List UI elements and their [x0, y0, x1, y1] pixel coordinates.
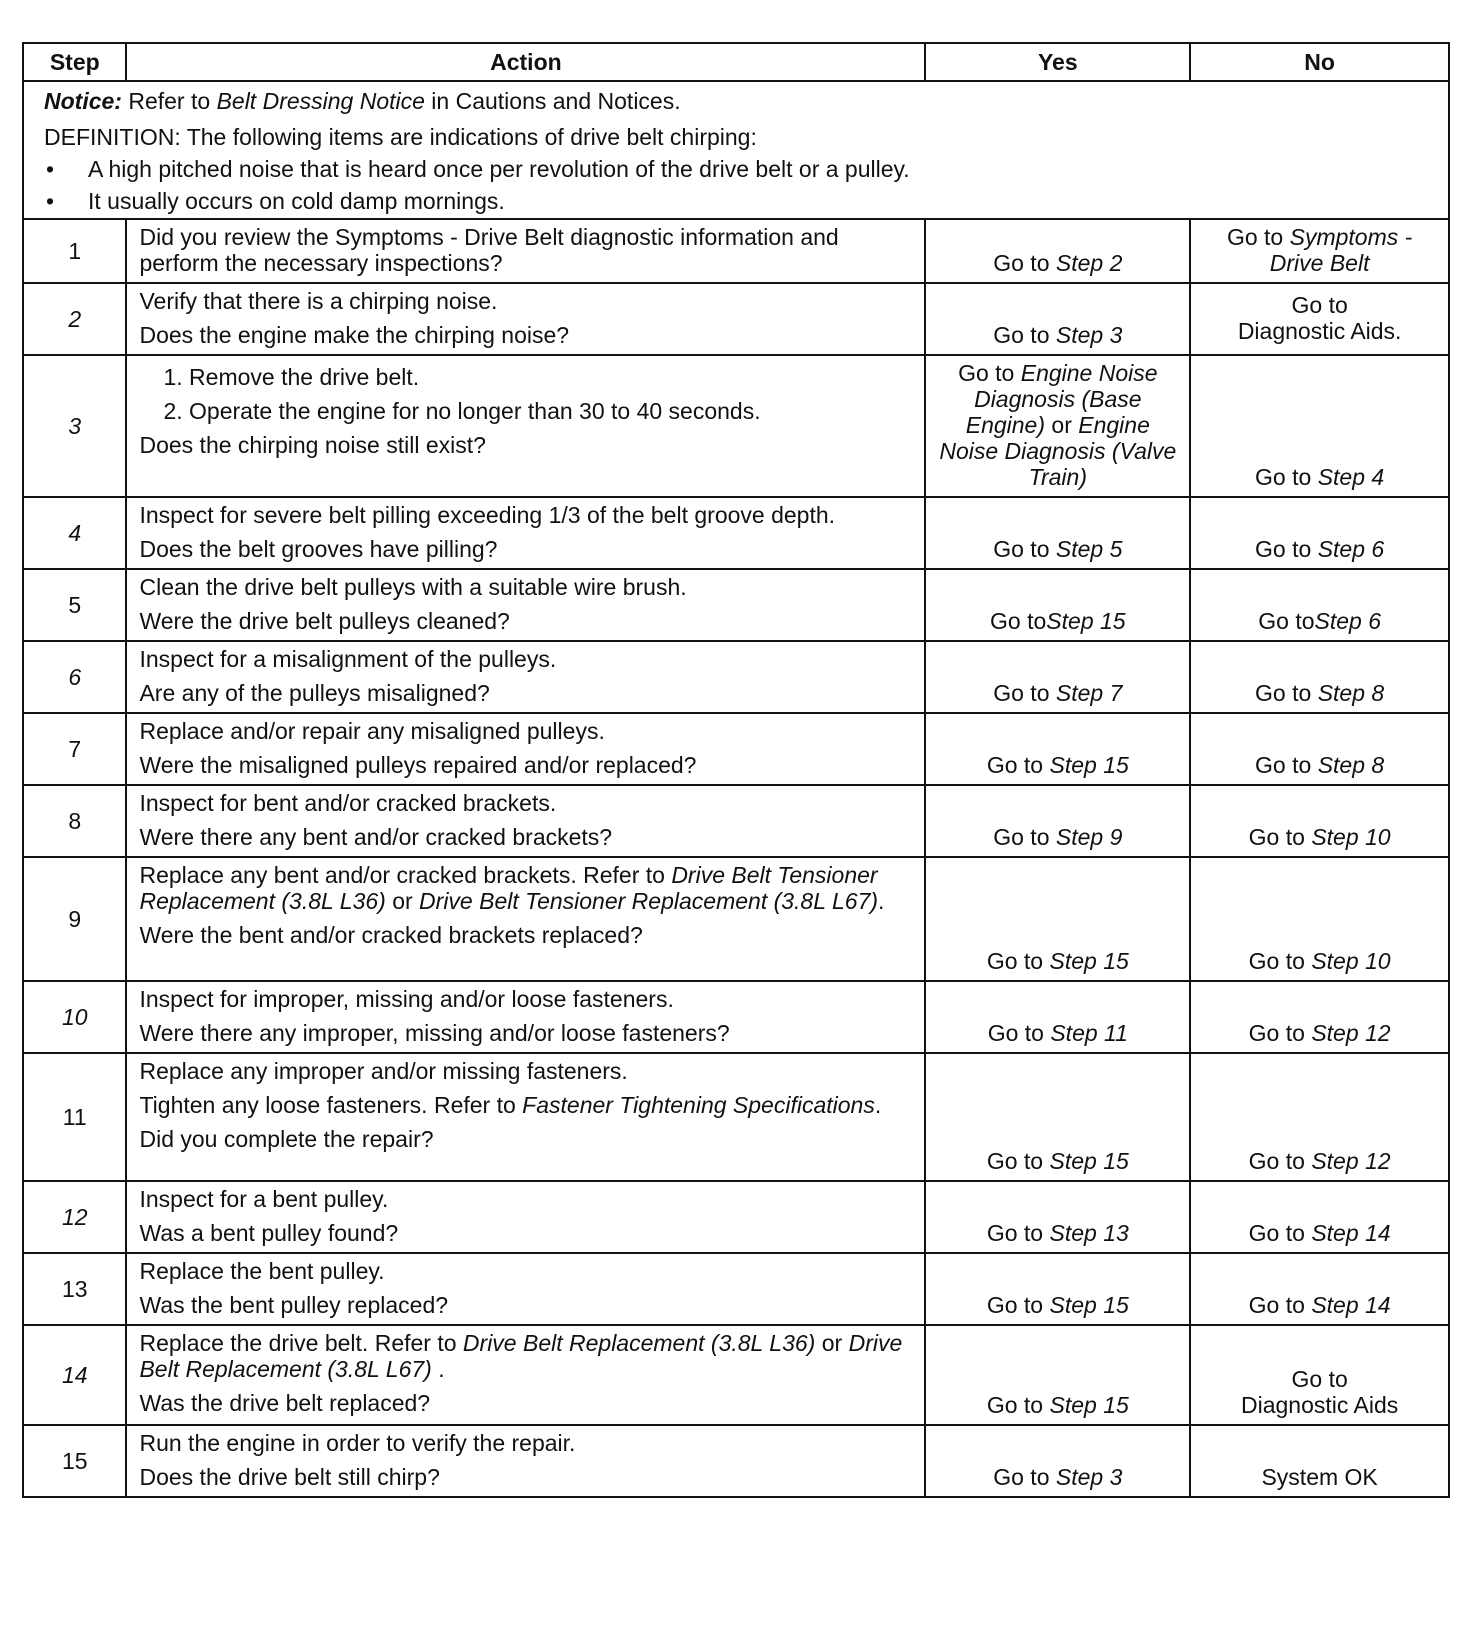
no-cell: [1190, 1253, 1449, 1325]
action-instruction: [139, 1092, 916, 1118]
table-header-row: [23, 43, 1449, 81]
no-reference: Step 10: [1311, 948, 1391, 974]
no-line-2: Diagnostic Aids.: [1237, 318, 1402, 344]
no-reference: Step 6: [1314, 608, 1382, 634]
yes-reference: Step 3: [1055, 1464, 1123, 1490]
action-cell: [126, 219, 925, 283]
yes-reference: Step 7: [1055, 680, 1123, 706]
no-cell: [1190, 355, 1449, 497]
action-question: Was the drive belt replaced?: [139, 1390, 431, 1416]
action-reference: Drive Belt Tensioner Replacement (3.8L L36): [139, 862, 878, 914]
no-pre: Go to: [1248, 1292, 1312, 1318]
action-question: Did you complete the repair?: [139, 1126, 434, 1152]
no-pre: Go to: [1248, 824, 1312, 850]
yes-cell: [925, 713, 1190, 785]
step-number: 4: [23, 497, 126, 569]
yes-cell: [925, 1425, 1190, 1497]
action-conjunction: or: [815, 1330, 849, 1356]
step-number: 13: [23, 1253, 126, 1325]
no-reference: Step 4: [1317, 464, 1385, 490]
step-number: 9: [23, 857, 126, 981]
definition-bullet-2: [44, 188, 1438, 214]
no-reference: Symptoms - Drive Belt: [1269, 224, 1413, 276]
step-number: 11: [23, 1053, 126, 1181]
yes-cell: [925, 1325, 1190, 1425]
step-number: 1: [23, 219, 126, 283]
action-reference: Drive Belt Replacement (3.8L L36): [462, 1330, 816, 1356]
no-pre: Go to: [1258, 608, 1315, 634]
yes-pre: Go to: [986, 752, 1050, 778]
yes-reference: Step 15: [1049, 1292, 1129, 1318]
step-number: 15: [23, 1425, 126, 1497]
yes-pre: Go to: [993, 1464, 1056, 1490]
no-reference: Step 12: [1311, 1148, 1391, 1174]
yes-reference: Step 2: [1055, 250, 1123, 276]
action-cell: [126, 1425, 925, 1497]
yes-cell: [925, 569, 1190, 641]
action-text: Did you review the Symptoms - Drive Belt diagnostic information and perform the necessary inspections?: [139, 224, 839, 276]
step-number: 6: [23, 641, 126, 713]
yes-pre: Go to: [986, 1292, 1050, 1318]
yes-cell: [925, 355, 1190, 497]
yes-reference: Step 15: [1049, 948, 1129, 974]
yes-cell: [925, 641, 1190, 713]
notice-pre: Refer to: [121, 88, 217, 114]
action-question: Does the chirping noise still exist?: [139, 432, 486, 458]
action-question: Were there any improper, missing and/or loose fasteners?: [139, 1020, 730, 1046]
yes-reference: Step 3: [1055, 322, 1123, 348]
step-number: 3: [23, 355, 126, 497]
table-row: [23, 713, 1449, 785]
notice-row: [23, 81, 1449, 219]
yes-pre: Go to: [987, 1020, 1051, 1046]
action-question: Were the misaligned pulleys repaired and/or replaced?: [139, 752, 697, 778]
action-cell: [126, 785, 925, 857]
action-question: Were the drive belt pulleys cleaned?: [139, 608, 510, 634]
yes-cell: [925, 785, 1190, 857]
action-cell: [126, 857, 925, 981]
no-pre: Go to: [1248, 948, 1312, 974]
no-cell: [1190, 785, 1449, 857]
action-cell: [126, 1325, 925, 1425]
action-post: .: [431, 1356, 445, 1382]
action-cell: [126, 1181, 925, 1253]
bullet-text: A high pitched noise that is heard once per revolution of the drive belt or a pulley.: [88, 156, 910, 182]
yes-pre: Go to: [986, 948, 1050, 974]
yes-cell: [925, 981, 1190, 1053]
table-row: [23, 497, 1449, 569]
table-row: [23, 1053, 1449, 1181]
action-conjunction: or: [385, 888, 420, 914]
action-pre: Replace the drive belt. Refer to: [139, 1330, 463, 1356]
step-number: 5: [23, 569, 126, 641]
step-number: 8: [23, 785, 126, 857]
table-row: [23, 219, 1449, 283]
no-pre: Go to: [1248, 1148, 1312, 1174]
no-pre: Go to: [1248, 1020, 1312, 1046]
no-reference: Step 10: [1311, 824, 1391, 850]
yes-pre: Go to: [993, 322, 1056, 348]
header-step: Step: [23, 43, 126, 81]
no-pre: Go to: [1226, 224, 1290, 250]
no-reference: Step 6: [1317, 536, 1385, 562]
list-item: 2. Operate the engine for no longer than 30 to 40 seconds.: [163, 398, 761, 424]
table-row: [23, 569, 1449, 641]
no-pre: Go to: [1255, 680, 1318, 706]
yes-pre: Go to: [986, 1148, 1050, 1174]
yes-cell: [925, 497, 1190, 569]
action-cell: [126, 283, 925, 355]
yes-cell: [925, 1053, 1190, 1181]
no-reference: Step 8: [1317, 680, 1385, 706]
no-cell: [1190, 1325, 1449, 1425]
header-no: No: [1190, 43, 1449, 81]
yes-pre: Go to: [990, 608, 1047, 634]
table-row: [23, 857, 1449, 981]
no-reference: Step 14: [1311, 1220, 1391, 1246]
action-post: .: [878, 888, 885, 914]
table-row: [23, 355, 1449, 497]
notice-post: in Cautions and Notices.: [424, 88, 681, 114]
yes-reference: Step 9: [1055, 824, 1123, 850]
action-instruction: Inspect for bent and/or cracked brackets.: [139, 790, 557, 816]
action-question: Does the drive belt still chirp?: [139, 1464, 440, 1490]
step-number: 7: [23, 713, 126, 785]
header-yes: Yes: [925, 43, 1190, 81]
numbered-list: [139, 364, 916, 424]
no-pre: Go to: [1255, 464, 1318, 490]
yes-cell: [925, 219, 1190, 283]
step-number: 14: [23, 1325, 126, 1425]
yes-reference: Step 15: [1049, 1392, 1129, 1418]
yes-pre: Go to: [993, 536, 1056, 562]
yes-reference: Step 15: [1049, 1148, 1129, 1174]
action-cell: [126, 981, 925, 1053]
action-instruction: Inspect for a bent pulley.: [139, 1186, 389, 1212]
action-instruction: Replace the bent pulley.: [139, 1258, 385, 1284]
action-instruction: [139, 862, 916, 914]
no-line-1: Go to: [1291, 292, 1348, 318]
drive-belt-chirping-diagnostic-table: [22, 42, 1450, 1498]
table-row: [23, 981, 1449, 1053]
yes-cell: [925, 283, 1190, 355]
yes-conjunction: or: [1045, 412, 1079, 438]
action-question: Were there any bent and/or cracked brackets?: [139, 824, 613, 850]
action-instruction: Replace any improper and/or missing fasteners.: [139, 1058, 628, 1084]
no-cell: [1190, 857, 1449, 981]
action-reference: Drive Belt Tensioner Replacement (3.8L L67): [419, 888, 879, 914]
step-number: 2: [23, 283, 126, 355]
yes-reference: Step 11: [1050, 1020, 1128, 1046]
yes-reference: Engine Noise Diagnosis (Valve Train): [939, 412, 1177, 490]
action-instruction: Clean the drive belt pulleys with a suitable wire brush.: [139, 574, 687, 600]
action-cell: [126, 1253, 925, 1325]
no-pre: Go to: [1255, 536, 1318, 562]
action-question: Does the belt grooves have pilling?: [139, 536, 498, 562]
action-post: .: [874, 1092, 882, 1118]
action-cell: [126, 1053, 925, 1181]
no-pre: Go to: [1255, 752, 1318, 778]
no-cell: [1190, 981, 1449, 1053]
no-cell: [1190, 641, 1449, 713]
notice-line: [44, 88, 1438, 114]
step-number: 10: [23, 981, 126, 1053]
action-reference: Drive Belt Replacement (3.8L L67): [139, 1330, 903, 1382]
header-action: Action: [126, 43, 925, 81]
table-row: [23, 1181, 1449, 1253]
action-question: Was a bent pulley found?: [139, 1220, 399, 1246]
action-pre: Replace any bent and/or cracked brackets. Refer to: [139, 862, 672, 888]
action-question: Was the bent pulley replaced?: [139, 1292, 449, 1318]
bullet-text: It usually occurs on cold damp mornings.: [88, 188, 505, 214]
yes-cell: [925, 1181, 1190, 1253]
definition-bullet-1: [44, 156, 1438, 182]
action-instruction: Inspect for severe belt pilling exceeding 1/3 of the belt groove depth.: [139, 502, 836, 528]
action-pre: Tighten any loose fasteners. Refer to: [139, 1092, 523, 1118]
notice-reference: Belt Dressing Notice: [216, 88, 425, 114]
yes-pre: Go to: [993, 250, 1056, 276]
notice-label: Notice:: [44, 88, 122, 114]
table-row: [23, 1325, 1449, 1425]
bullet-glyph: •: [46, 188, 55, 214]
table-row: [23, 1253, 1449, 1325]
table-row: [23, 283, 1449, 355]
action-question: Are any of the pulleys misaligned?: [139, 680, 490, 706]
action-cell: [126, 641, 925, 713]
yes-pre: Go to: [986, 1220, 1050, 1246]
action-instruction: Replace and/or repair any misaligned pulleys.: [139, 718, 605, 744]
yes-pre: Go to: [993, 824, 1056, 850]
action-instruction: [139, 1330, 916, 1382]
table-row: [23, 641, 1449, 713]
yes-reference: Step 5: [1055, 536, 1123, 562]
action-cell: [126, 497, 925, 569]
step-number: 12: [23, 1181, 126, 1253]
no-cell: [1190, 219, 1449, 283]
action-instruction: Run the engine in order to verify the repair.: [139, 1430, 576, 1456]
diagnostic-table-sheet: [22, 42, 1450, 1498]
action-cell: [126, 713, 925, 785]
no-reference: Step 14: [1311, 1292, 1391, 1318]
table-row: [23, 1425, 1449, 1497]
yes-pre: Go to: [958, 360, 1021, 386]
action-reference: Fastener Tightening Specifications: [522, 1092, 875, 1118]
no-line-1: Go to: [1291, 1366, 1348, 1392]
yes-reference: Step 15: [1049, 752, 1129, 778]
yes-pre: Go to: [993, 680, 1056, 706]
yes-pre: Go to: [986, 1392, 1050, 1418]
list-item: 1. Remove the drive belt.: [163, 364, 420, 390]
no-line-2: Diagnostic Aids: [1241, 1392, 1399, 1418]
no-pre: Go to: [1248, 1220, 1312, 1246]
no-cell: [1190, 283, 1449, 355]
action-cell: [126, 569, 925, 641]
table-row: [23, 785, 1449, 857]
action-question: Does the engine make the chirping noise?: [139, 322, 570, 348]
yes-cell: [925, 857, 1190, 981]
yes-reference: Step 13: [1049, 1220, 1129, 1246]
no-cell: [1190, 569, 1449, 641]
notice-cell: [23, 81, 1449, 219]
no-cell: [1190, 1053, 1449, 1181]
no-reference: Step 8: [1317, 752, 1385, 778]
yes-reference: Step 15: [1046, 608, 1126, 634]
bullet-glyph: •: [46, 156, 55, 182]
no-reference: Step 12: [1311, 1020, 1391, 1046]
action-question: Were the bent and/or cracked brackets replaced?: [139, 922, 643, 948]
no-cell: [1190, 1181, 1449, 1253]
action-instruction: Inspect for a misalignment of the pulleys.: [139, 646, 557, 672]
action-cell: [126, 355, 925, 497]
no-cell: [1190, 713, 1449, 785]
definition-text: DEFINITION: The following items are indications of drive belt chirping:: [44, 124, 757, 150]
yes-cell: [925, 1253, 1190, 1325]
no-cell: [1190, 1425, 1449, 1497]
no-line-1: System OK: [1261, 1464, 1378, 1490]
yes-reference: Engine Noise Diagnosis (Base Engine): [965, 360, 1158, 438]
action-instruction: Verify that there is a chirping noise.: [139, 288, 498, 314]
no-cell: [1190, 497, 1449, 569]
action-instruction: Inspect for improper, missing and/or loose fasteners.: [139, 986, 674, 1012]
